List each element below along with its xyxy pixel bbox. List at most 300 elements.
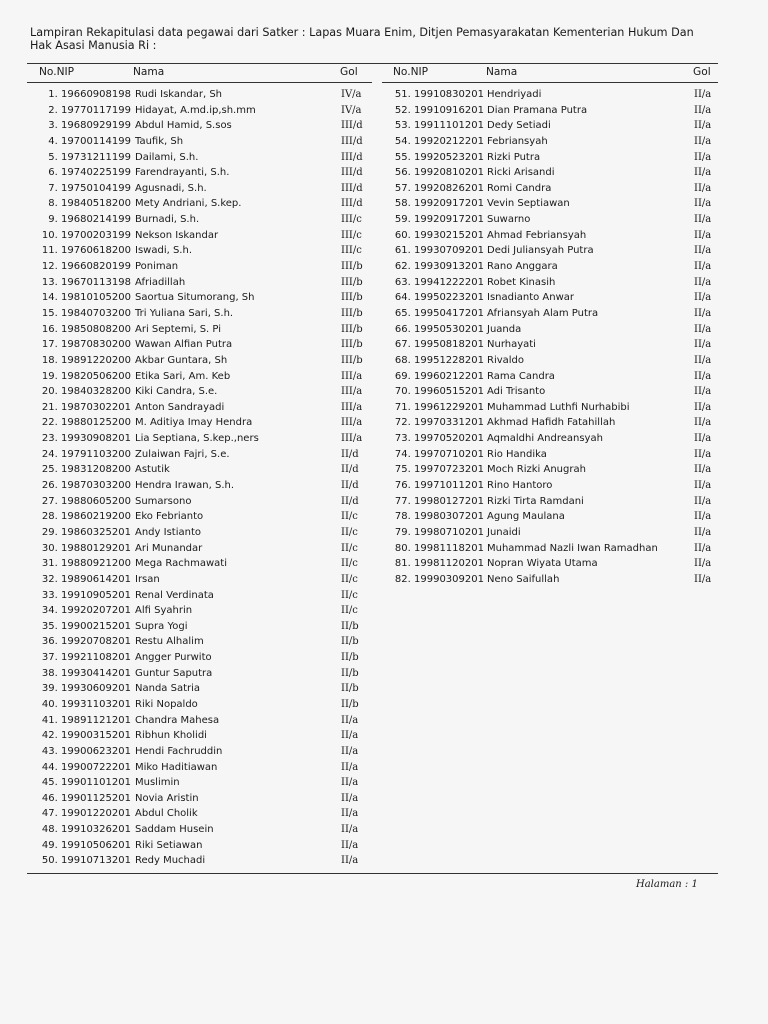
table-row	[0, 243, 768, 259]
nip: 19680929199	[61, 120, 131, 132]
employee-name: Ari Septemi, S. Pi	[135, 323, 222, 335]
rank-grade: II/c	[341, 558, 358, 570]
rank-grade: II/d	[341, 448, 359, 460]
rank-grade: II/a	[341, 761, 359, 773]
row-number: 24.	[41, 448, 58, 460]
rank-grade: II/a	[694, 386, 712, 398]
nip: 19960212201	[414, 370, 484, 382]
table-row	[0, 853, 380, 869]
row-number-nip	[0, 431, 484, 447]
row-number: 6.	[48, 167, 58, 179]
rank-grade: II/c	[341, 511, 358, 523]
table-row	[0, 681, 380, 697]
employee-name: Tri Yuliana Sari, S.h.	[135, 307, 234, 319]
row-number-nip	[0, 415, 484, 431]
table-row	[0, 196, 768, 212]
rank-grade: II/b	[341, 652, 359, 664]
nip: 19700114199	[61, 135, 131, 147]
rank-grade: II/a	[694, 276, 712, 288]
table-row	[0, 290, 768, 306]
rank-grade: II/a	[694, 511, 712, 523]
rank-grade: III/b	[341, 354, 363, 366]
employee-name: Irsan	[135, 573, 160, 585]
nip: 19760618200	[61, 245, 131, 257]
table-row	[0, 118, 768, 134]
table-row	[0, 228, 768, 244]
table-row	[0, 541, 768, 557]
row-number: 21.	[41, 401, 58, 413]
rank-grade: II/a	[694, 558, 712, 570]
row-number: 48.	[41, 824, 58, 836]
row-number: 5.	[48, 151, 58, 163]
row-number: 66.	[394, 323, 411, 335]
table-row	[0, 212, 768, 228]
nip: 19910830201	[414, 89, 484, 100]
nip: 19880605200	[61, 495, 131, 507]
row-number-nip	[0, 650, 131, 666]
nip: 19930414201	[61, 667, 131, 679]
row-number-nip	[0, 697, 131, 713]
employee-name: Ricki Arisandi	[487, 167, 555, 179]
employee-name: Alfi Syahrin	[135, 605, 193, 617]
row-number: 77.	[394, 495, 411, 507]
rank-grade: II/a	[694, 135, 712, 147]
table-header-right	[0, 66, 768, 82]
row-number: 28.	[41, 511, 58, 523]
row-number-nip	[0, 87, 484, 103]
nip: 19840328200	[61, 386, 131, 398]
row-number: 2.	[48, 104, 58, 116]
nip: 19870830200	[61, 339, 131, 351]
table-row	[0, 462, 768, 478]
rank-grade: II/a	[694, 89, 712, 100]
table-row	[0, 150, 768, 166]
row-number-nip	[0, 619, 131, 635]
nip: 19910713201	[61, 855, 131, 867]
rank-grade: II/b	[341, 698, 359, 710]
row-number: 51.	[394, 89, 411, 100]
row-number-nip	[0, 791, 131, 807]
employee-name: Sumarsono	[135, 495, 192, 507]
row-number: 75.	[394, 464, 411, 476]
employee-name: Nopran Wiyata Utama	[487, 558, 598, 570]
row-number-nip	[0, 634, 131, 650]
employee-name: Andy Istianto	[135, 526, 201, 538]
nip: 19920207201	[61, 605, 131, 617]
row-number: 7.	[48, 182, 58, 194]
employee-name: Ari Munandar	[135, 542, 203, 554]
rank-grade: II/a	[341, 839, 359, 851]
table-row	[0, 806, 380, 822]
employee-name: Dian Pramana Putra	[487, 104, 588, 116]
row-number-nip	[0, 478, 484, 494]
employee-name: Agusnadi, S.h.	[135, 182, 207, 194]
rank-grade: II/b	[341, 620, 359, 632]
rank-grade: IV/a	[341, 89, 362, 100]
employee-name: Etika Sari, Am. Keb	[135, 370, 231, 382]
rank-grade: III/b	[341, 307, 363, 319]
row-number: 69.	[394, 370, 411, 382]
rank-grade: II/c	[341, 573, 358, 585]
row-number-nip	[0, 400, 484, 416]
rank-grade: II/a	[341, 745, 359, 757]
table-row	[0, 650, 380, 666]
table-row	[0, 431, 768, 447]
table-row	[0, 744, 380, 760]
header-gol: Gol	[340, 66, 358, 78]
rank-grade: II/b	[341, 683, 359, 695]
rank-grade: II/a	[694, 167, 712, 179]
nip: 19980710201	[414, 526, 484, 538]
row-number: 23.	[41, 433, 58, 445]
rank-grade: III/d	[341, 151, 363, 163]
rank-grade: II/a	[341, 824, 359, 836]
rank-grade: II/a	[694, 480, 712, 492]
employee-name: Supra Yogi	[135, 620, 188, 632]
table-row	[0, 400, 768, 416]
row-number: 1.	[48, 89, 58, 100]
table-right-column	[0, 66, 768, 588]
row-number-nip	[0, 290, 484, 306]
employee-name: Isnadianto Anwar	[487, 292, 575, 304]
employee-name: Adi Trisanto	[487, 386, 546, 398]
employee-name: Farendrayanti, S.h.	[135, 167, 230, 179]
rank-grade: II/a	[694, 229, 712, 241]
row-number: 68.	[394, 354, 411, 366]
nip: 19900623201	[61, 745, 131, 757]
row-number-nip	[0, 243, 484, 259]
row-number: 32.	[41, 573, 58, 585]
title-line-1: Lampiran Rekapitulasi data pegawai dari Satker : Lapas Muara Enim, Ditjen Pemasyarakatan Kementerian Hukum Dan	[30, 26, 694, 39]
employee-name: Moch Rizki Anugrah	[487, 464, 586, 476]
row-number-nip	[0, 447, 484, 463]
row-number-nip	[0, 588, 131, 604]
row-number: 73.	[394, 433, 411, 445]
employee-name: Guntur Saputra	[135, 667, 213, 679]
row-number: 74.	[394, 448, 411, 460]
row-number: 64.	[394, 292, 411, 304]
rank-grade: II/d	[341, 480, 359, 492]
rank-grade: II/c	[341, 589, 358, 601]
rank-grade: II/c	[341, 526, 358, 538]
header-gol: Gol	[693, 66, 711, 78]
table-row	[0, 822, 380, 838]
employee-name: Burnadi, S.h.	[135, 214, 200, 226]
nip: 19920917201	[414, 198, 484, 210]
rank-grade: II/a	[694, 370, 712, 382]
employee-name: Zulaiwan Fajri, S.e.	[135, 448, 230, 460]
row-number: 16.	[41, 323, 58, 335]
row-number: 8.	[48, 198, 58, 210]
employee-name: Novia Aristin	[135, 792, 199, 804]
page-number: Halaman : 1	[636, 879, 698, 890]
rank-grade: II/a	[694, 120, 712, 132]
employee-name: Akbar Guntara, Sh	[135, 354, 228, 366]
table-row	[0, 384, 768, 400]
rank-grade: II/b	[341, 636, 359, 648]
row-number: 56.	[394, 167, 411, 179]
rank-grade: III/a	[341, 370, 363, 382]
employee-name: Miko Haditiawan	[135, 761, 218, 773]
employee-name: Ribhun Kholidi	[135, 730, 207, 742]
nip: 19840518200	[61, 198, 131, 210]
nip: 19920826201	[414, 182, 484, 194]
nip: 19911101201	[414, 120, 484, 132]
nip: 19950818201	[414, 339, 484, 351]
employee-name: Redy Muchadi	[135, 855, 206, 867]
nip: 19950417201	[414, 307, 484, 319]
row-number: 44.	[41, 761, 58, 773]
employee-name: Romi Candra	[487, 182, 552, 194]
row-number-nip	[0, 744, 131, 760]
employee-name: Muhammad Luthfi Nurhabibi	[487, 401, 630, 413]
table-row	[0, 697, 380, 713]
row-number: 61.	[394, 245, 411, 257]
row-number-nip	[0, 275, 484, 291]
employee-name: Abdul Cholik	[135, 808, 198, 820]
employee-name: Rizki Putra	[487, 151, 541, 163]
row-number: 81.	[394, 558, 411, 570]
nip: 19950223201	[414, 292, 484, 304]
nip: 19870302201	[61, 401, 131, 413]
row-number: 11.	[41, 245, 58, 257]
row-number-nip	[0, 462, 484, 478]
row-number: 37.	[41, 652, 58, 664]
row-number-nip	[0, 728, 131, 744]
table-row	[0, 478, 768, 494]
rank-grade: II/b	[341, 667, 359, 679]
table-row	[0, 838, 380, 854]
row-number: 20.	[41, 386, 58, 398]
row-number-nip	[0, 603, 131, 619]
row-number: 41.	[41, 714, 58, 726]
row-number: 31.	[41, 558, 58, 570]
employee-name: Afriansyah Alam Putra	[487, 307, 599, 319]
rank-grade: II/c	[341, 542, 358, 554]
employee-name: Hendi Fachruddin	[135, 745, 223, 757]
nip: 19870303200	[61, 480, 131, 492]
row-number: 45.	[41, 777, 58, 789]
employee-name: Angger Purwito	[135, 652, 212, 664]
rank-grade: II/a	[694, 198, 712, 210]
nip: 19970723201	[414, 464, 484, 476]
rank-grade: II/a	[694, 448, 712, 460]
row-number: 26.	[41, 480, 58, 492]
row-number-nip	[0, 228, 484, 244]
row-number: 78.	[394, 511, 411, 523]
rank-grade: II/a	[341, 714, 359, 726]
employee-name: Rino Hantoro	[487, 480, 553, 492]
table-row	[0, 353, 768, 369]
employee-name: Juanda	[487, 323, 522, 335]
nip: 19901220201	[61, 808, 131, 820]
header-nama: Nama	[486, 66, 518, 78]
employee-name: Kiki Candra, S.e.	[135, 386, 218, 398]
rank-grade: III/b	[341, 261, 363, 273]
row-number: 57.	[394, 182, 411, 194]
employee-name: Eko Febrianto	[135, 511, 204, 523]
employee-name: Chandra Mahesa	[135, 714, 220, 726]
nip: 19880125200	[61, 417, 131, 429]
row-number: 18.	[41, 354, 58, 366]
row-number: 42.	[41, 730, 58, 742]
nip: 19910905201	[61, 589, 131, 601]
nip: 19680214199	[61, 214, 131, 226]
nip: 19891220200	[61, 354, 131, 366]
table-row	[0, 322, 768, 338]
nip: 19970331201	[414, 417, 484, 429]
nip: 19961229201	[414, 401, 484, 413]
row-number-nip	[0, 541, 484, 557]
rank-grade: II/a	[694, 354, 712, 366]
footer-rule	[27, 873, 718, 874]
table-row	[0, 713, 380, 729]
row-number: 9.	[48, 214, 58, 226]
header-top-rule	[27, 63, 718, 64]
nip: 19921108201	[61, 652, 131, 664]
row-number: 22.	[41, 417, 58, 429]
employee-name: Robet Kinasih	[487, 276, 556, 288]
nip: 19750104199	[61, 182, 131, 194]
employee-name: Rio Handika	[487, 448, 547, 460]
employee-name: Lia Septiana, S.kep.,ners	[135, 433, 259, 445]
rank-grade: II/a	[694, 292, 712, 304]
nip: 19900722201	[61, 761, 131, 773]
row-number-nip	[0, 103, 484, 119]
employee-name: Restu Alhalim	[135, 636, 204, 648]
nip: 19910916201	[414, 104, 484, 116]
nip: 19990309201	[414, 573, 484, 585]
row-number: 10.	[41, 229, 58, 241]
row-number: 25.	[41, 464, 58, 476]
row-number-nip	[0, 775, 131, 791]
employee-name: Abdul Hamid, S.sos	[135, 120, 232, 132]
rank-grade: III/a	[341, 433, 363, 445]
rank-grade: II/a	[694, 433, 712, 445]
rank-grade: II/a	[694, 526, 712, 538]
title-line-2: Hak Asasi Manusia Ri :	[30, 39, 157, 52]
table-row	[0, 275, 768, 291]
employee-name: Riki Nopaldo	[135, 698, 198, 710]
rank-grade: III/b	[341, 323, 363, 335]
nip: 19930215201	[414, 229, 484, 241]
employee-name: Akhmad Hafidh Fatahillah	[487, 417, 616, 429]
nip: 19980307201	[414, 511, 484, 523]
nip: 19920810201	[414, 167, 484, 179]
row-number-nip	[0, 806, 131, 822]
employee-name: Hendriyadi	[487, 89, 542, 100]
rank-grade: II/c	[341, 605, 358, 617]
row-number: 80.	[394, 542, 411, 554]
table-body-right	[0, 87, 768, 588]
row-number: 39.	[41, 683, 58, 695]
rank-grade: II/a	[341, 777, 359, 789]
table-row	[0, 165, 768, 181]
row-number-nip	[0, 150, 484, 166]
nip: 19981120201	[414, 558, 484, 570]
row-number: 34.	[41, 605, 58, 617]
rank-grade: II/a	[694, 307, 712, 319]
rank-grade: III/b	[341, 276, 363, 288]
row-number: 15.	[41, 307, 58, 319]
nip: 19880129201	[61, 542, 131, 554]
row-number: 58.	[394, 198, 411, 210]
nip: 19901125201	[61, 792, 131, 804]
nip: 19901101201	[61, 777, 131, 789]
row-number-nip	[0, 369, 484, 385]
employee-name: Renal Verdinata	[135, 589, 214, 601]
row-number-nip	[0, 556, 484, 572]
row-number-nip	[0, 838, 131, 854]
rank-grade: II/a	[694, 495, 712, 507]
nip: 19850808200	[61, 323, 131, 335]
nip: 19930913201	[414, 261, 484, 273]
table-row	[0, 369, 768, 385]
table-row	[0, 259, 768, 275]
employee-name: Dailami, S.h.	[135, 151, 199, 163]
employee-name: Nurhayati	[487, 339, 536, 351]
row-number: 72.	[394, 417, 411, 429]
employee-name: Mety Andriani, S.kep.	[135, 198, 242, 210]
employee-name: Astutik	[135, 464, 170, 476]
row-number-nip	[0, 384, 484, 400]
header-no-nip: No.NIP	[393, 66, 429, 78]
nip: 19890614201	[61, 573, 131, 585]
nip: 19840703200	[61, 307, 131, 319]
nip: 19971011201	[414, 480, 484, 492]
row-number: 12.	[41, 261, 58, 273]
employee-name: Junaidi	[487, 526, 521, 538]
row-number: 79.	[394, 526, 411, 538]
row-number: 3.	[48, 120, 58, 132]
rank-grade: III/c	[341, 214, 362, 226]
employee-name: Riki Setiawan	[135, 839, 203, 851]
rank-grade: II/a	[694, 182, 712, 194]
table-row	[0, 103, 768, 119]
employee-name: Muslimin	[135, 777, 180, 789]
employee-name: Suwarno	[487, 214, 531, 226]
nip: 19930908201	[61, 433, 131, 445]
nip: 19951228201	[414, 354, 484, 366]
row-number: 29.	[41, 526, 58, 538]
row-number: 19.	[41, 370, 58, 382]
row-number-nip	[0, 713, 131, 729]
row-number: 27.	[41, 495, 58, 507]
employee-name: Poniman	[135, 261, 179, 273]
rank-grade: II/a	[694, 339, 712, 351]
rank-grade: III/a	[341, 386, 363, 398]
employee-name: Rudi Iskandar, Sh	[135, 89, 223, 100]
employee-name: Iswadi, S.h.	[135, 245, 192, 257]
employee-name: Anton Sandrayadi	[135, 401, 225, 413]
row-number: 50.	[41, 855, 58, 867]
rank-grade: II/a	[341, 855, 359, 867]
row-number-nip	[0, 337, 484, 353]
employee-name: Saortua Situmorang, Sh	[135, 292, 255, 304]
row-number: 4.	[48, 135, 58, 147]
rank-grade: II/a	[694, 573, 712, 585]
row-number-nip	[0, 118, 484, 134]
nip: 19981118201	[414, 542, 484, 554]
rank-grade: III/a	[341, 401, 363, 413]
row-number-nip	[0, 525, 484, 541]
rank-grade: II/a	[694, 214, 712, 226]
row-number: 17.	[41, 339, 58, 351]
employee-name: Wawan Alfian Putra	[135, 339, 233, 351]
rank-grade: III/d	[341, 198, 363, 210]
row-number-nip	[0, 853, 131, 869]
row-number: 33.	[41, 589, 58, 601]
